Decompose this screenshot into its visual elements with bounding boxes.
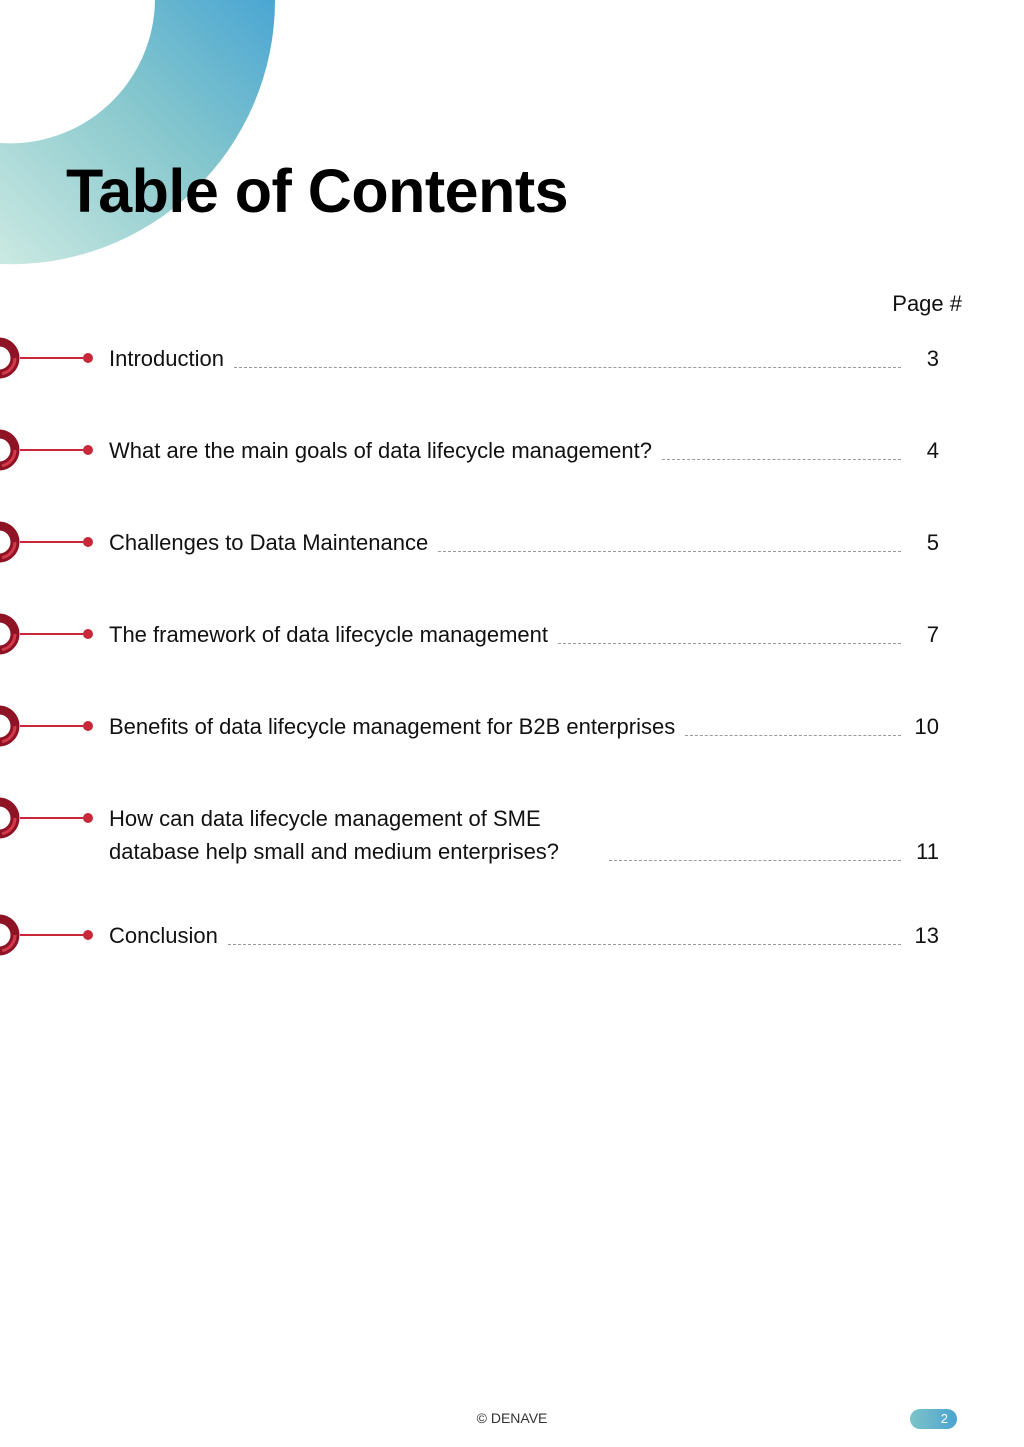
toc-entry-title: The framework of data lifecycle management: [109, 622, 548, 647]
bullet-dot-icon: [83, 813, 93, 823]
toc-entry-benefits[interactable]: [0, 703, 1024, 759]
toc-entry-title: Conclusion: [109, 923, 218, 948]
dotted-leader: [234, 367, 901, 368]
bullet-dot-icon: [83, 721, 93, 731]
dotted-leader: [685, 735, 901, 736]
toc-entry-sme-database[interactable]: [0, 795, 1024, 875]
connector-line: [20, 449, 85, 451]
toc-entry-page: 13: [914, 923, 939, 948]
page-number-column-header: Page #: [892, 291, 962, 316]
footer-copyright: © DENAVE: [476, 1410, 548, 1426]
page-number-badge: 2: [910, 1409, 957, 1429]
toc-entry-introduction[interactable]: [0, 335, 1024, 391]
decorative-arc: [0, 0, 280, 270]
dotted-leader: [438, 551, 901, 552]
toc-entry-framework[interactable]: [0, 611, 1024, 667]
dotted-leader: [228, 944, 901, 945]
connector-line: [20, 633, 85, 635]
connector-line: [20, 934, 85, 936]
toc-entry-conclusion[interactable]: [0, 912, 1024, 968]
bullet-dot-icon: [83, 445, 93, 455]
ring-marker-icon: [0, 335, 22, 381]
dotted-leader: [558, 643, 901, 644]
connector-line: [20, 357, 85, 359]
toc-entry-page: 7: [926, 622, 939, 647]
ring-marker-icon: [0, 427, 22, 473]
toc-entry-title: How can data lifecycle management of SME database help small and medium enterprises?: [109, 806, 560, 864]
toc-entry-page: 3: [926, 346, 939, 371]
toc-entry-page: 5: [926, 530, 939, 555]
toc-entry-main-goals[interactable]: [0, 427, 1024, 483]
bullet-dot-icon: [83, 629, 93, 639]
connector-line: [20, 725, 85, 727]
ring-marker-icon: [0, 912, 22, 958]
toc-entry-title: Benefits of data lifecycle management for B2B enterprises: [109, 714, 676, 739]
ring-marker-icon: [0, 519, 22, 565]
toc-entry-title: What are the main goals of data lifecycle management?: [109, 438, 652, 463]
bullet-dot-icon: [83, 537, 93, 547]
bullet-dot-icon: [83, 353, 93, 363]
page-title: Table of Contents: [66, 157, 569, 225]
toc-entry-title: Challenges to Data Maintenance: [109, 530, 429, 555]
dotted-leader: [609, 860, 901, 861]
toc-entry-page: 4: [926, 438, 939, 463]
connector-line: [20, 817, 85, 819]
ring-marker-icon: [0, 795, 22, 841]
connector-line: [20, 541, 85, 543]
toc-entry-challenges[interactable]: [0, 519, 1024, 575]
toc-entry-page: 11: [916, 839, 939, 864]
toc-entry-title: Introduction: [109, 346, 224, 371]
bullet-dot-icon: [83, 930, 93, 940]
dotted-leader: [662, 459, 901, 460]
toc-entry-page: 10: [914, 714, 939, 739]
ring-marker-icon: [0, 611, 22, 657]
ring-marker-icon: [0, 703, 22, 749]
